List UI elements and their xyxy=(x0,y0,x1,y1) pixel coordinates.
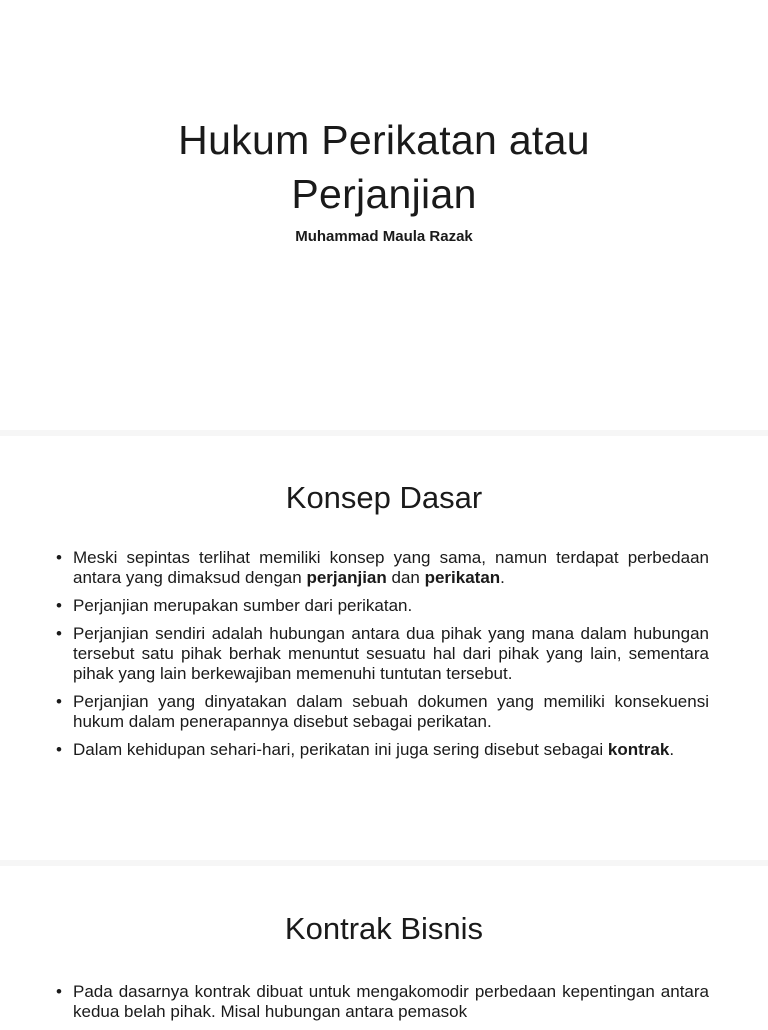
title-slide xyxy=(0,0,768,430)
bold-term: perjanjian xyxy=(306,568,387,587)
author-name: Muhammad Maula Razak xyxy=(295,228,473,245)
bullet-item: • Perjanjian sendiri adalah hubungan antara dua pihak yang mana dalam hubungan tersebut satu pihak berhak menuntut sesuatu hal dari pihak yang lain, sementara pihak yang lain berkewajiban memenuhi tuntutan tersebut. xyxy=(56,624,709,684)
slide-heading-kontrak-bisnis: Kontrak Bisnis xyxy=(284,911,484,946)
bullet-text: . xyxy=(500,568,505,587)
bullet-item: • Perjanjian merupakan sumber dari perikatan. xyxy=(56,596,709,616)
bullet-item xyxy=(56,548,709,588)
title-line-2: Perjanjian xyxy=(291,171,477,217)
bullet-text: Dalam kehidupan sehari-hari, perikatan ini juga sering disebut sebagai xyxy=(73,740,608,759)
bullet-text: dan xyxy=(386,568,425,587)
bold-term: kontrak xyxy=(607,740,670,759)
bullet-list-konsep-dasar xyxy=(56,548,709,768)
bullet-item: • Pada dasarnya kontrak dibuat untuk mengakomodir perbedaan kepentingan antara kedua belah pihak. Misal hubungan antara pemasok xyxy=(56,982,709,1022)
bold-term: perikatan xyxy=(424,568,501,587)
bullet-text: . xyxy=(669,740,675,759)
slide-divider xyxy=(0,860,768,866)
bullet-list-kontrak-bisnis xyxy=(56,982,709,1030)
bullet-text: Meski sepintas terlihat memiliki konsep yang sama, namun terdapat perbedaan antara yang dimaksud dengan xyxy=(73,548,709,587)
presentation-title xyxy=(0,113,768,221)
title-line-1: Hukum Perikatan atau xyxy=(178,117,590,163)
bullet-item xyxy=(56,740,709,760)
slide-heading-konsep-dasar: Konsep Dasar xyxy=(285,480,483,515)
slide-divider xyxy=(0,430,768,436)
bullet-item: • Perjanjian yang dinyatakan dalam sebuah dokumen yang memiliki konsekuensi hukum dalam penerapannya disebut sebagai perikatan. xyxy=(56,692,709,732)
